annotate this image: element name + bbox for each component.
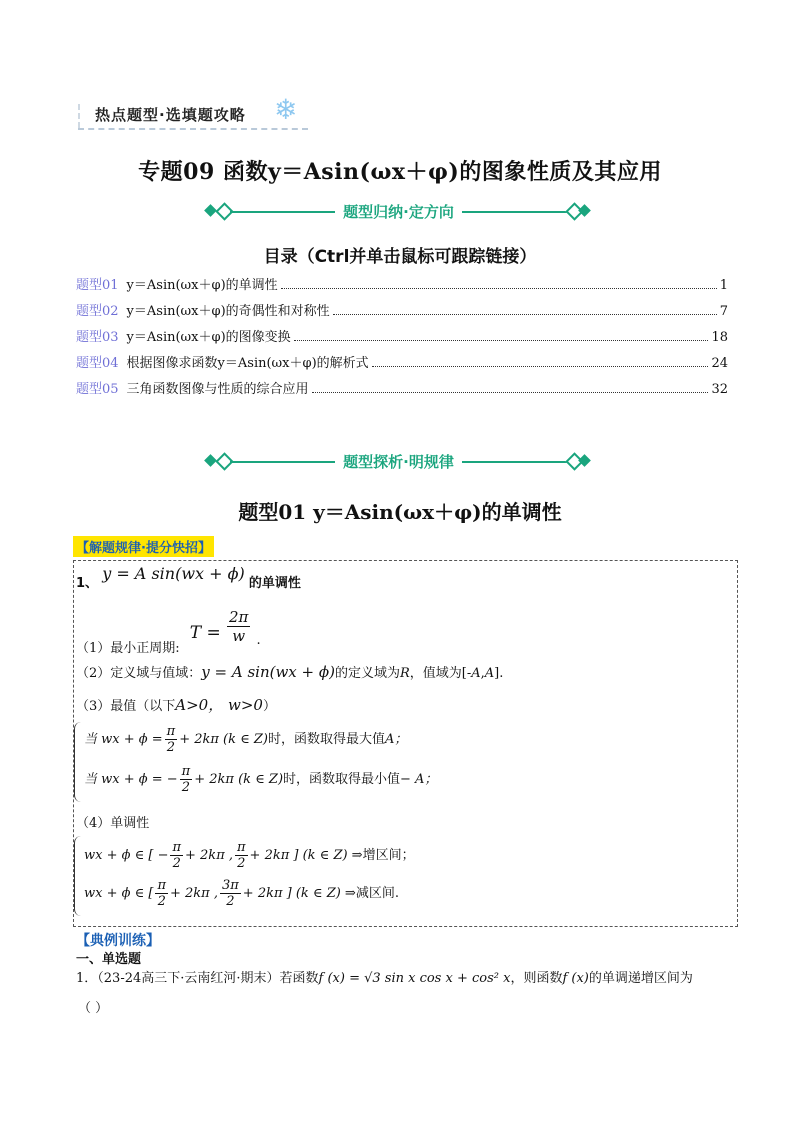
q1-function: f (x) = √3 sin x cos x + cos² x <box>318 971 511 986</box>
toc-leader <box>333 314 717 315</box>
period-line <box>76 608 261 656</box>
max-line-2 <box>84 764 437 795</box>
mono1-n1: π <box>172 840 182 855</box>
toc-text: y＝Asin(ωx＋φ)的图像变换 <box>126 330 291 345</box>
domain-formula: y = A sin(wx + ϕ) <box>201 663 335 681</box>
heading-formula: y = A sin(wx + ϕ) <box>102 564 245 583</box>
domain-R: R <box>399 666 410 681</box>
header-accent-line <box>78 104 80 128</box>
period-T: T = <box>189 623 221 643</box>
divider-2-label: 题型探析·明规律 <box>335 453 462 471</box>
domain-text: 的定义域为 <box>334 666 400 681</box>
max-line1-den: 2 <box>166 740 176 755</box>
heading-number: 1、 <box>76 576 99 591</box>
tips-heading <box>76 564 301 591</box>
toc-tag: 题型01 <box>76 278 119 293</box>
toc-item-5[interactable] <box>76 377 728 397</box>
toc-text: 三角函数图像与性质的综合应用 <box>126 382 309 397</box>
mono-line-1 <box>84 840 415 871</box>
question-type-heading: 一、单选题 <box>76 952 142 967</box>
period-label: （1）最小正周期: <box>76 641 180 656</box>
section-divider-1 <box>206 201 591 223</box>
toc-item-1[interactable] <box>76 273 728 293</box>
mono-label: （4）单调性 <box>76 816 150 831</box>
max-line2-den: 2 <box>181 780 191 795</box>
section-divider-2 <box>206 451 591 473</box>
q1-text-c: 的单调递增区间为 <box>588 971 693 986</box>
mono2-frac1 <box>155 878 168 909</box>
mono1-a: wx + ϕ ∈ [ − <box>84 848 169 863</box>
max-line1-c: 时，函数取得最大值 <box>267 732 385 747</box>
max-line-1 <box>84 724 407 755</box>
toc-leader <box>294 340 709 341</box>
mono1-d2: 2 <box>237 856 246 871</box>
snowflake-icon: ❄ <box>274 93 298 126</box>
max-brace <box>74 722 81 802</box>
toc-tag: 题型02 <box>76 304 119 319</box>
domain-A2: A <box>484 666 495 681</box>
mono2-d: 减区间. <box>355 886 399 901</box>
toc-item-4[interactable] <box>76 351 728 371</box>
mono1-b: + 2kπ , <box>185 848 233 863</box>
mono2-n1: π <box>157 878 166 893</box>
toc-text: y＝Asin(ωx＋φ)的单调性 <box>126 278 278 293</box>
max-line2-a: 当 wx + ϕ = − <box>84 772 178 787</box>
toc-tag: 题型03 <box>76 330 119 345</box>
domain-A1: A <box>471 666 481 681</box>
mono1-n2: π <box>237 840 246 855</box>
mono-line-2 <box>84 878 399 909</box>
max-line2-b: + 2kπ (k ∈ Z) <box>194 772 284 787</box>
mono-brace <box>74 836 81 916</box>
divider-1-label: 题型归纳·定方向 <box>335 203 462 221</box>
max-line1-a: 当 wx + ϕ = <box>84 732 163 747</box>
page-title: 专题09 函数y＝Asin(ωx＋φ)的图象性质及其应用 <box>138 159 662 185</box>
q1-text-b: ，则函数 <box>510 971 563 986</box>
toc-page: 7 <box>719 304 728 319</box>
mono2-b: + 2kπ , <box>169 886 218 901</box>
mono2-a: wx + ϕ ∈ [ <box>84 886 154 901</box>
toc-tag: 题型05 <box>76 382 119 397</box>
examples-badge: 【典例训练】 <box>76 933 160 949</box>
period-numerator: 2π <box>228 608 249 626</box>
mono1-d: 增区间； <box>362 848 415 863</box>
max-line2-c: 时，函数取得最小值 <box>283 772 401 787</box>
mono2-d2: 2 <box>226 894 235 909</box>
heading-suffix: 的单调性 <box>248 576 301 591</box>
mono1-frac2 <box>235 840 248 871</box>
toc-leader <box>281 288 717 289</box>
question-1 <box>76 967 693 986</box>
toc-leader <box>372 366 709 367</box>
max-line1-num: π <box>166 724 176 739</box>
max-line2-frac <box>180 764 193 795</box>
q1-answer-blank: （ ） <box>78 1001 109 1016</box>
toc-text: y＝Asin(ωx＋φ)的奇偶性和对称性 <box>126 304 330 319</box>
max-suffix: ） <box>262 699 276 714</box>
period-fraction <box>227 608 250 645</box>
q1-function-ref: f (x) <box>562 971 589 986</box>
mono1-frac1 <box>170 840 183 871</box>
mono1-c: + 2kπ ] (k ∈ Z) ⇒ <box>249 848 363 863</box>
domain-line <box>76 662 503 681</box>
domain-end: ]. <box>494 666 504 681</box>
toc-item-2[interactable] <box>76 299 728 319</box>
max-line1-d: A； <box>385 732 408 747</box>
max-line2-d: − A； <box>400 772 438 787</box>
max-line <box>76 694 276 715</box>
tips-badge: 【解题规律·提分快招】 <box>73 536 214 557</box>
section-title: 题型01 y＝Asin(ωx＋φ)的单调性 <box>238 500 562 524</box>
mono2-n2: 3π <box>221 878 239 893</box>
domain-comma: , <box>480 666 485 681</box>
header-label: 热点题型·选填题攻略 <box>95 106 246 124</box>
mono2-frac2 <box>220 878 241 909</box>
period-denominator: w <box>232 627 246 645</box>
mono1-d1: 2 <box>172 856 181 871</box>
max-line1-frac <box>165 724 178 755</box>
max-prefix: （3）最值（以下 <box>76 699 176 714</box>
max-condition: A>0， w>0 <box>175 696 263 714</box>
toc-tag: 题型04 <box>76 356 119 371</box>
max-line2-num: π <box>181 764 191 779</box>
q1-text-a: 1．（23-24高三下·云南红河·期末）若函数 <box>76 971 319 986</box>
mono2-d1: 2 <box>157 894 166 909</box>
toc-title: 目录（Ctrl并单击鼠标可跟踪链接） <box>263 247 537 267</box>
toc-page: 32 <box>711 382 728 397</box>
max-line1-b: + 2kπ (k ∈ Z) <box>179 732 268 747</box>
header-underline <box>78 128 308 130</box>
domain-text2: ，值域为[- <box>409 666 472 681</box>
toc-page: 18 <box>711 330 728 345</box>
toc-page: 1 <box>719 278 728 293</box>
domain-prefix: （2）定义域与值域： <box>76 666 202 681</box>
toc-page: 24 <box>711 356 728 371</box>
toc-leader <box>312 392 709 393</box>
period-end: . <box>256 633 261 648</box>
mono2-c: + 2kπ ] (k ∈ Z) ⇒ <box>242 886 356 901</box>
toc-item-3[interactable] <box>76 325 728 345</box>
toc-text: 根据图像求函数y＝Asin(ωx＋φ)的解析式 <box>126 356 369 371</box>
